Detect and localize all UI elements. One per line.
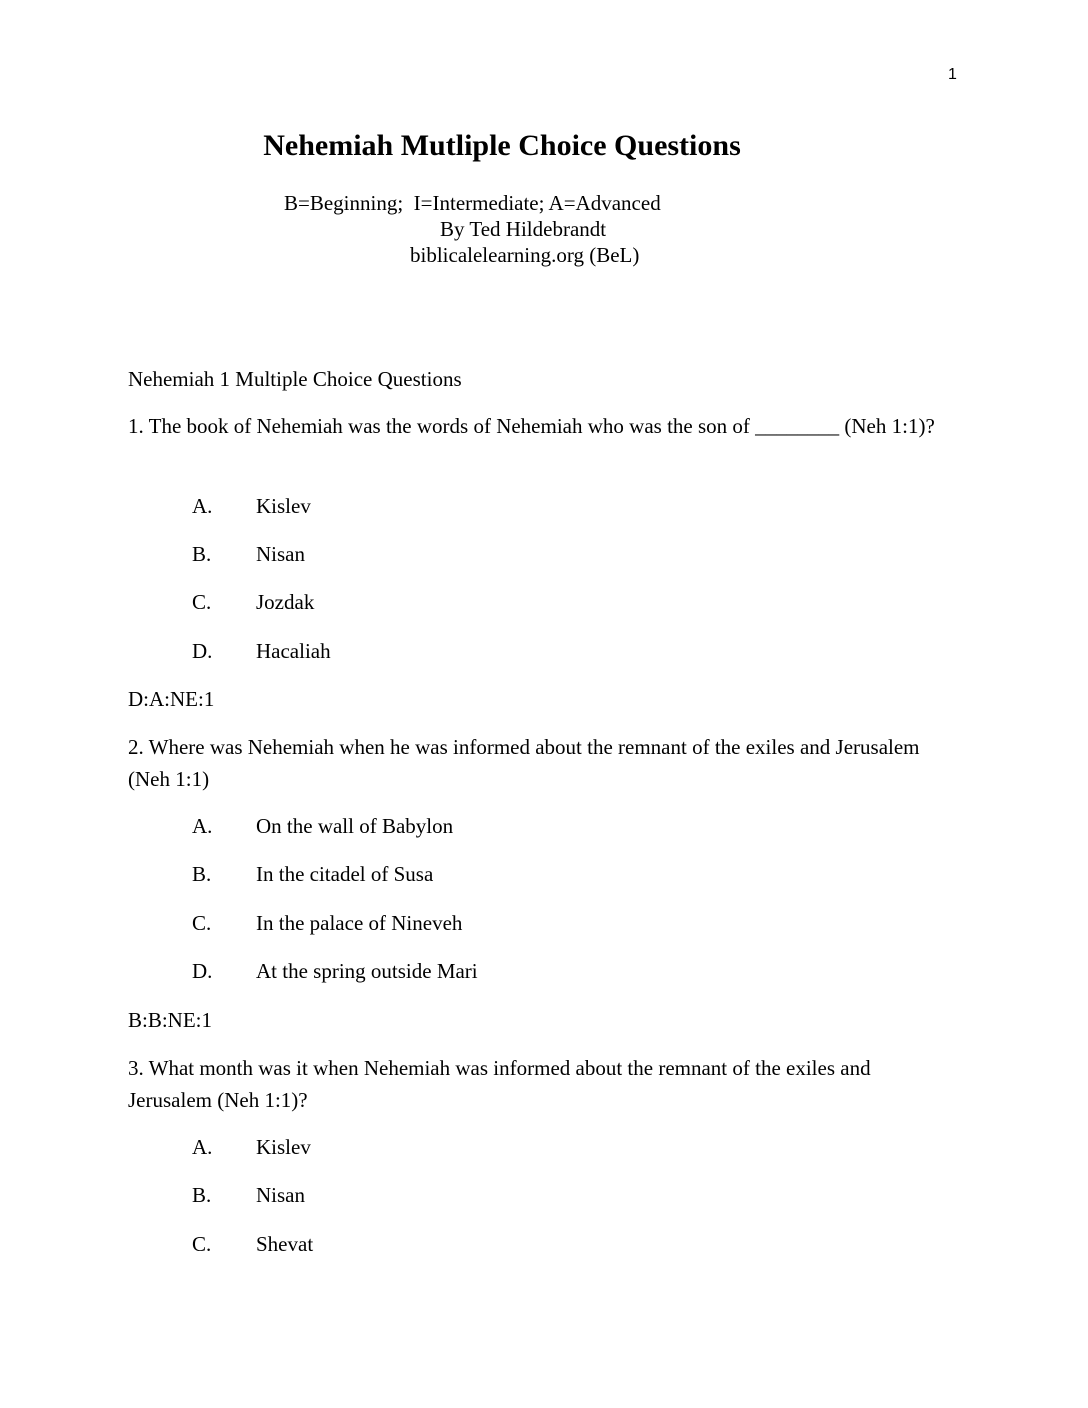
document-title: Nehemiah Mutliple Choice Questions [263,129,741,162]
option-text: Jozdak [256,590,315,614]
question-2-option-c [192,909,462,937]
option-text: In the citadel of Susa [256,862,434,886]
question-1-option-b [192,540,305,568]
page-number: 1 [948,66,957,83]
question-3-option-a [192,1133,311,1161]
option-letter: A. [192,1135,213,1159]
option-letter: A. [192,814,213,838]
question-3-option-c [192,1230,313,1258]
option-letter: B. [192,862,212,886]
question-1: 1. The book of Nehemiah was the words of Nehemiah who was the son of ________ (Neh 1:1)? [128,414,935,438]
option-letter: B. [192,1183,212,1207]
option-letter: C. [192,1232,212,1256]
option-text: On the wall of Babylon [256,814,454,838]
question-1-answer-code: D:A:NE:1 [128,687,215,711]
question-2-option-a [192,812,453,840]
option-letter: D. [192,639,213,663]
option-text: Nisan [256,1183,305,1207]
option-text: In the palace of Nineveh [256,911,463,935]
option-letter: B. [192,542,212,566]
question-2-answer-code: B:B:NE:1 [128,1008,213,1032]
question-2-option-d [192,957,478,985]
option-letter: D. [192,959,213,983]
question-3: 3. What month was it when Nehemiah was informed about the remnant of the exiles and Jerusalem (Neh 1:1)? [128,1056,871,1112]
option-text: Hacaliah [256,639,331,663]
option-text: At the spring outside Mari [256,959,478,983]
question-2: 2. Where was Nehemiah when he was informed about the remnant of the exiles and Jerusalem (Neh 1:1) [128,735,920,791]
option-text: Kislev [256,1135,311,1159]
option-text: Kislev [256,494,311,518]
question-1-option-c [192,588,314,616]
difficulty-legend: B=Beginning; I=Intermediate; A=Advanced [284,191,661,215]
option-text: Shevat [256,1232,314,1256]
option-text: Nisan [256,542,305,566]
question-1-option-d [192,637,331,665]
section-heading: Nehemiah 1 Multiple Choice Questions [128,367,462,391]
author-line: By Ted Hildebrandt [440,217,607,241]
question-2-option-b [192,860,433,888]
question-1-option-a [192,492,311,520]
website-line: biblicalelearning.org (BeL) [410,243,640,267]
option-letter: A. [192,494,213,518]
question-3-option-b [192,1181,305,1209]
option-letter: C. [192,911,212,935]
option-letter: C. [192,590,212,614]
